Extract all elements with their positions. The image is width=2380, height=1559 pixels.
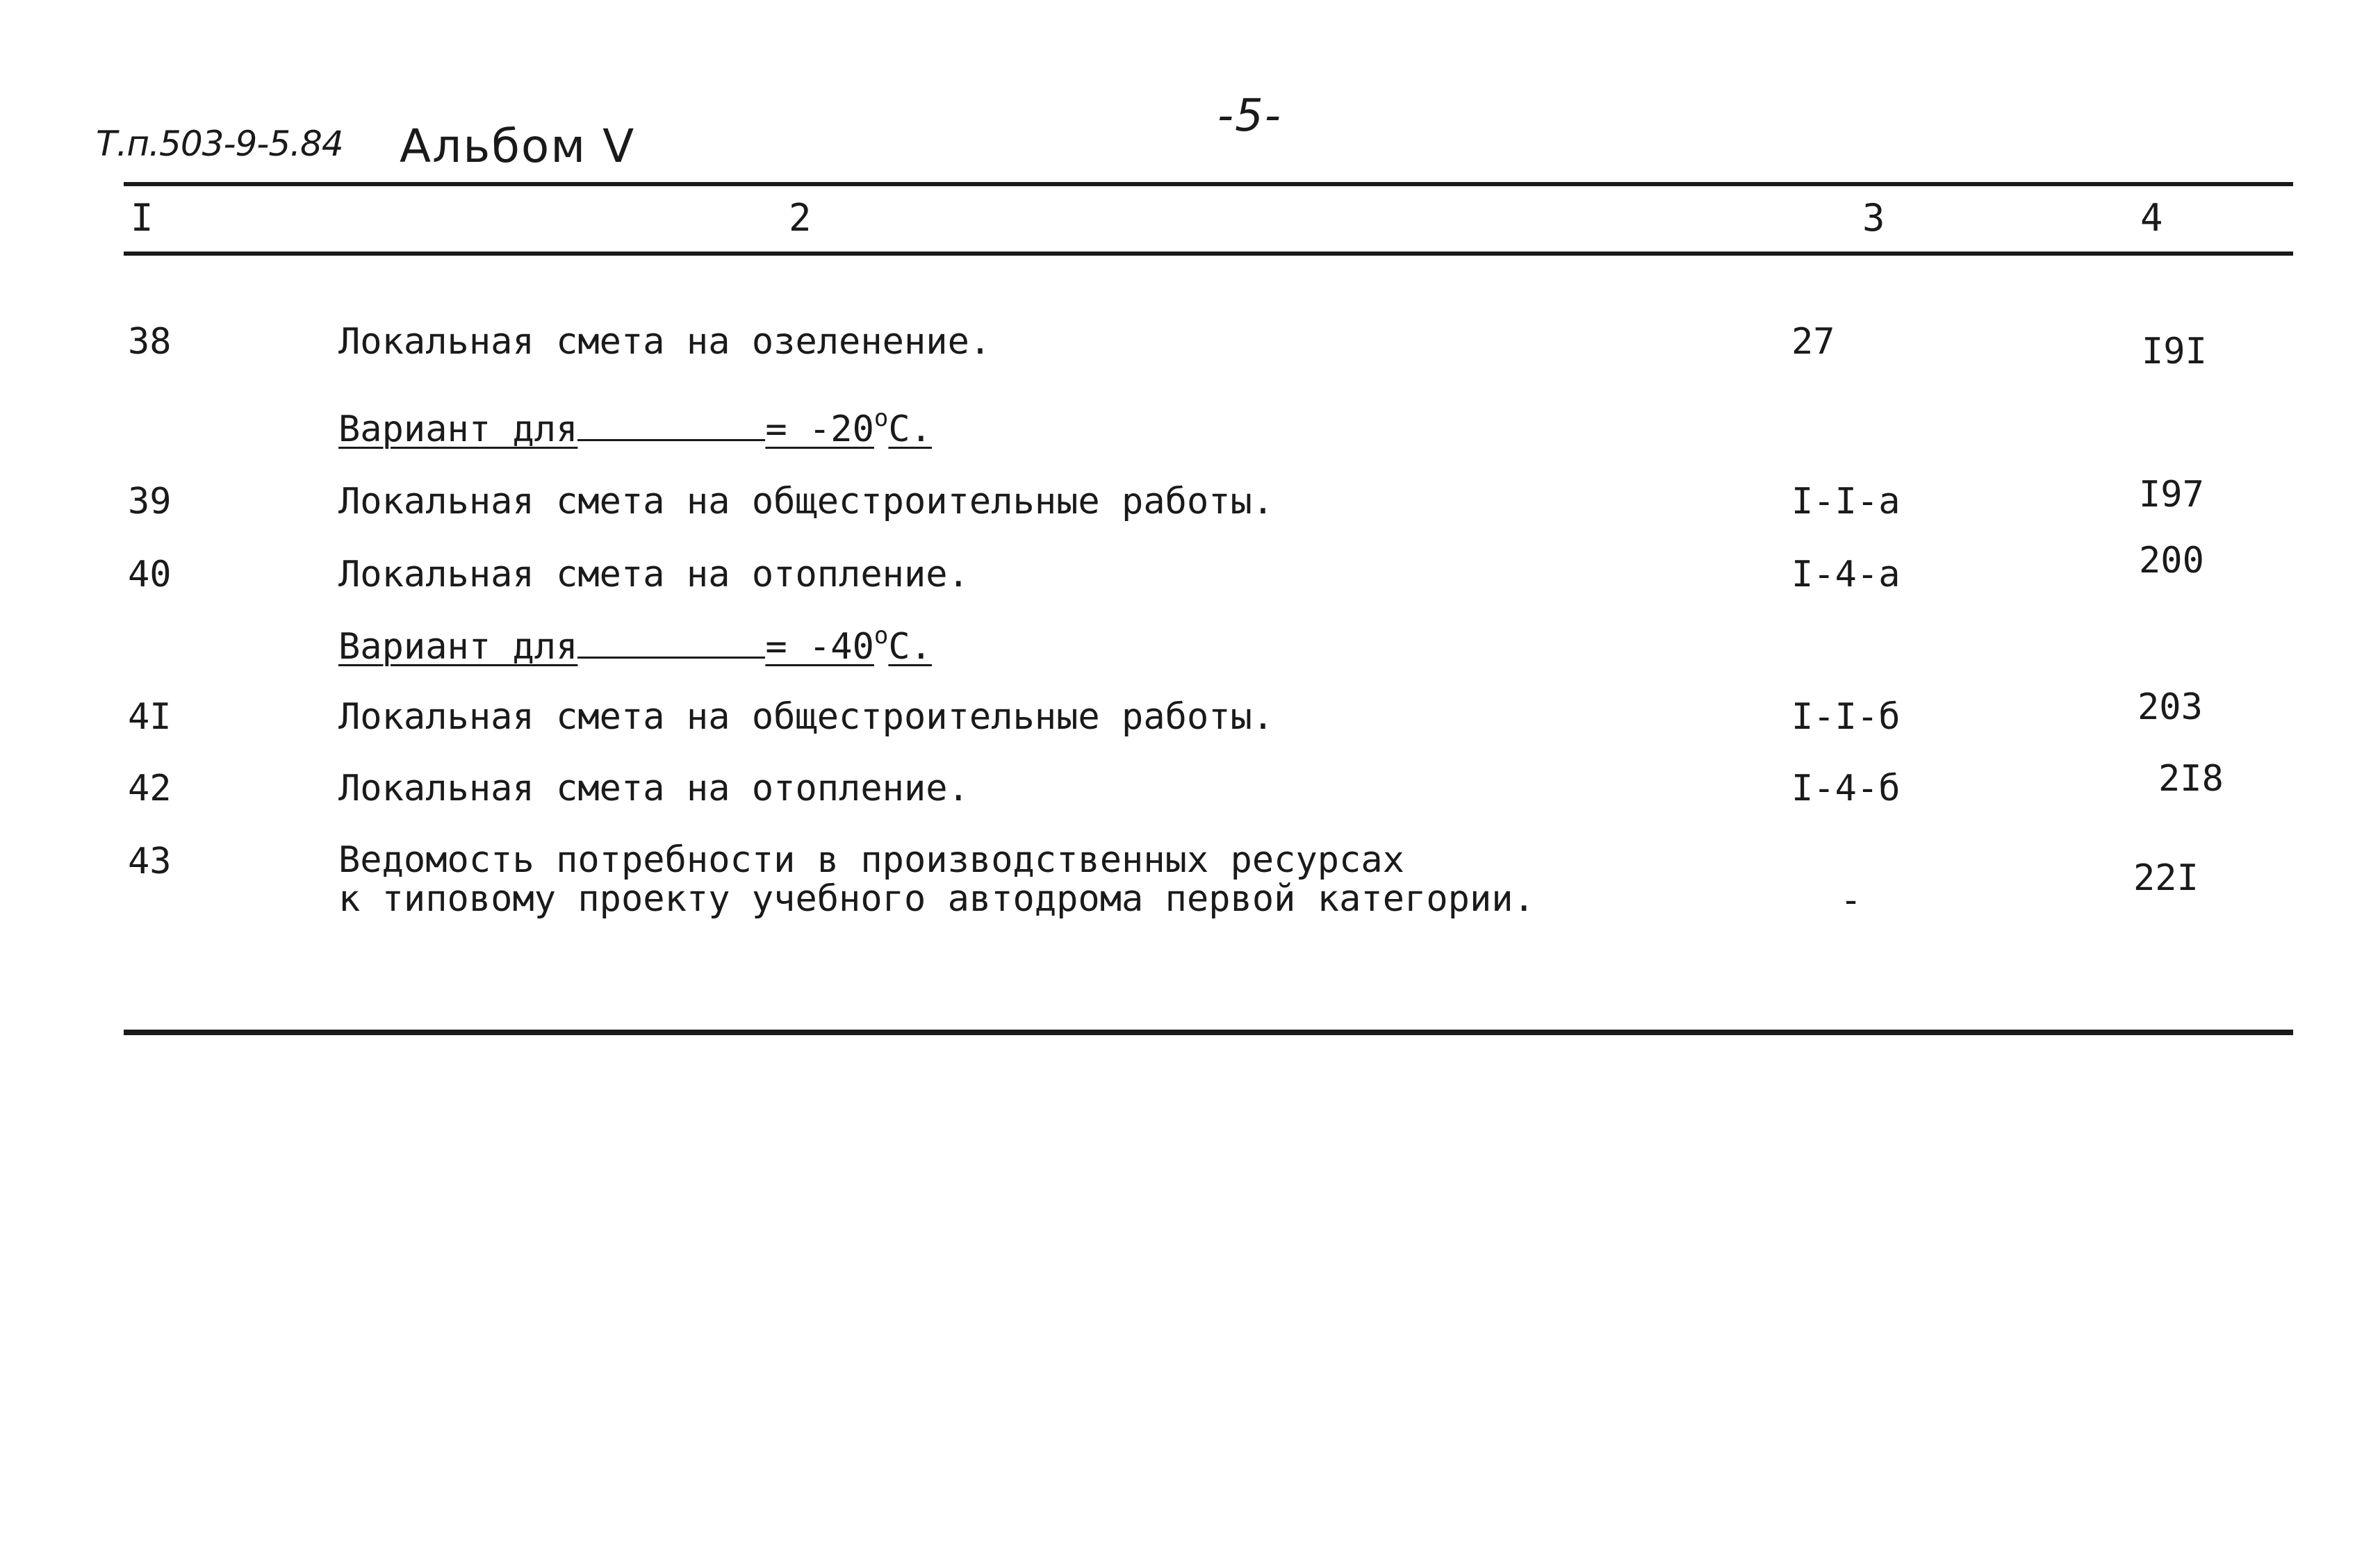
variant-unit: С. <box>888 409 933 450</box>
row-title: Локальная смета на отопление. <box>338 768 969 809</box>
row-code: I-I-а <box>1791 481 1901 522</box>
row-code: I-4-б <box>1791 768 1901 809</box>
variant-blank <box>577 432 765 441</box>
column-header-3: 3 <box>1862 196 1885 240</box>
row-title: Локальная смета на общестроительные работы. <box>338 481 1274 522</box>
row-code: 27 <box>1791 321 1835 363</box>
table-row <box>0 321 2380 377</box>
row-number: 42 <box>128 768 172 809</box>
row-title: Локальная смета на отопление. <box>338 554 969 595</box>
row-number: 40 <box>128 554 172 595</box>
page-number: -5- <box>1217 90 1282 142</box>
table-header-rule <box>124 251 2293 256</box>
table-bottom-rule <box>124 1030 2293 1035</box>
variant-value: = -40 <box>765 626 874 668</box>
row-number: 43 <box>128 841 172 882</box>
variant-unit: С. <box>888 626 933 668</box>
variant-value: = -20 <box>765 409 874 450</box>
variant-blank <box>577 650 765 659</box>
document-code: Т.п.503-9-5.84 <box>96 124 343 164</box>
row-page: 203 <box>2137 686 2203 728</box>
row-code: I-4-а <box>1791 554 1901 595</box>
row-title: Ведомость потребности в производственных ресурсах к типовому проекту учебного автодрома первой категории. <box>338 839 1535 920</box>
row-code: I-I-б <box>1791 696 1901 738</box>
row-number: 38 <box>128 321 172 363</box>
row-page: 2I8 <box>2158 758 2224 800</box>
variant-heading <box>338 404 932 450</box>
degree-mark: о <box>873 404 889 432</box>
row-page: I9I <box>2142 331 2207 372</box>
row-code: - <box>1840 880 1862 921</box>
degree-mark: о <box>873 622 889 650</box>
row-page: I97 <box>2139 474 2204 515</box>
column-header-1: I <box>131 196 154 240</box>
table-row <box>0 474 2380 536</box>
album-title: Альбом V <box>400 119 636 173</box>
row-page: 200 <box>2139 540 2204 581</box>
table-top-rule <box>124 182 2293 186</box>
column-header-2: 2 <box>789 196 812 240</box>
variant-label: Вариант для <box>338 626 578 668</box>
table-row <box>0 540 2380 609</box>
row-number: 4I <box>128 696 172 738</box>
row-number: 39 <box>128 481 172 522</box>
column-header-4: 4 <box>2140 196 2163 240</box>
table-row <box>0 758 2380 823</box>
variant-label: Вариант для <box>338 409 578 450</box>
table-row <box>0 686 2380 752</box>
variant-heading <box>338 622 932 668</box>
table-row <box>0 841 2380 931</box>
row-title: Локальная смета на общестроительные работы. <box>338 696 1274 738</box>
row-title: Локальная смета на озеленение. <box>338 321 992 363</box>
row-page: 22I <box>2133 857 2199 899</box>
